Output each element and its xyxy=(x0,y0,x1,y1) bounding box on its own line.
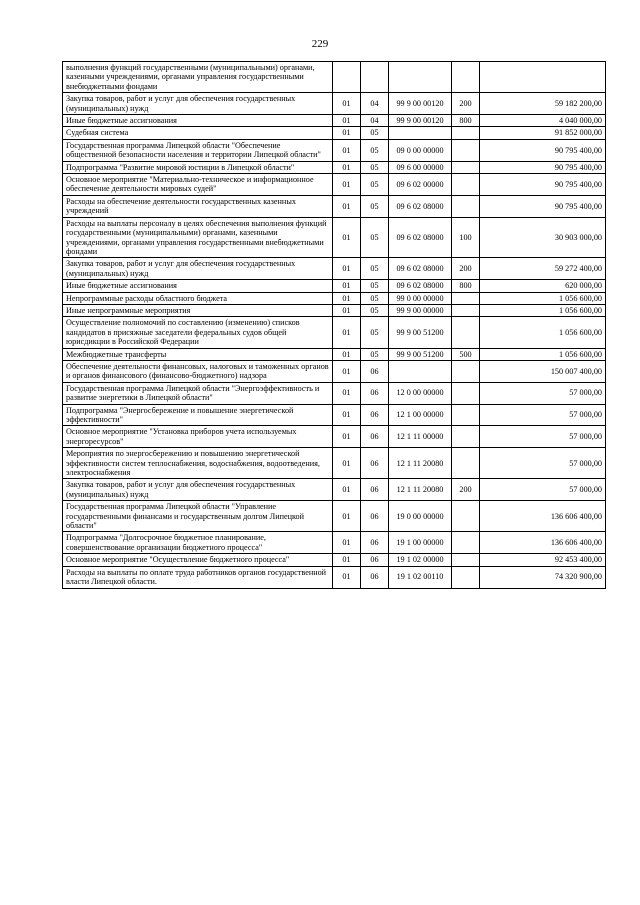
expense-type-code xyxy=(452,360,480,382)
expense-type-code: 200 xyxy=(452,258,480,280)
table-row xyxy=(63,317,606,348)
budget-table-body xyxy=(63,62,606,589)
table-row xyxy=(63,217,606,258)
budget-item-name: Государственная программа Липецкой области "Обеспечение общественной безопасности населения и территории Липецкой области" xyxy=(63,139,333,161)
target-article-code: 12 1 00 00000 xyxy=(389,404,452,426)
target-article-code: 09 0 00 00000 xyxy=(389,139,452,161)
amount: 59 182 200,00 xyxy=(480,93,606,115)
table-row xyxy=(63,127,606,139)
target-article-code: 12 1 11 00000 xyxy=(389,426,452,448)
amount: 1 056 600,00 xyxy=(480,304,606,316)
expense-type-code xyxy=(452,404,480,426)
subsection-code: 04 xyxy=(361,115,389,127)
target-article-code: 09 6 02 08000 xyxy=(389,258,452,280)
section-code xyxy=(333,62,361,93)
expense-type-code: 100 xyxy=(452,217,480,258)
expense-type-code: 200 xyxy=(452,479,480,501)
table-row xyxy=(63,174,606,196)
expense-type-code: 500 xyxy=(452,348,480,360)
amount: 90 795 400,00 xyxy=(480,174,606,196)
expense-type-code: 200 xyxy=(452,93,480,115)
target-article-code: 12 1 11 20080 xyxy=(389,448,452,479)
section-code: 01 xyxy=(333,554,361,566)
expense-type-code xyxy=(452,292,480,304)
subsection-code: 06 xyxy=(361,479,389,501)
subsection-code: 05 xyxy=(361,258,389,280)
amount: 57 000,00 xyxy=(480,404,606,426)
subsection-code: 05 xyxy=(361,217,389,258)
section-code: 01 xyxy=(333,258,361,280)
budget-item-name: Межбюджетные трансферты xyxy=(63,348,333,360)
amount: 1 056 600,00 xyxy=(480,348,606,360)
budget-item-name: Мероприятия по энергосбережению и повышению энергетической эффективности систем теплоснабжения, водоснабжения, водоотведения, электроснабжения xyxy=(63,448,333,479)
page-number: 229 xyxy=(311,38,329,50)
amount: 136 606 400,00 xyxy=(480,501,606,532)
section-code: 01 xyxy=(333,292,361,304)
subsection-code: 05 xyxy=(361,195,389,217)
expense-type-code xyxy=(452,139,480,161)
subsection-code: 06 xyxy=(361,382,389,404)
target-article-code: 09 6 02 00000 xyxy=(389,174,452,196)
table-row xyxy=(63,139,606,161)
section-code: 01 xyxy=(333,317,361,348)
target-article-code: 99 9 00 51200 xyxy=(389,317,452,348)
target-article-code: 09 6 02 08000 xyxy=(389,280,452,292)
target-article-code: 99 9 00 00000 xyxy=(389,304,452,316)
amount xyxy=(480,62,606,93)
expense-type-code xyxy=(452,62,480,93)
budget-item-name: Государственная программа Липецкой области "Энергоэффективность и развитие энергетики в Липецкой области" xyxy=(63,382,333,404)
budget-item-name: Государственная программа Липецкой области "Управление государственными финансами и государственным долгом Липецкой области" xyxy=(63,501,333,532)
subsection-code: 06 xyxy=(361,404,389,426)
section-code: 01 xyxy=(333,304,361,316)
amount: 620 000,00 xyxy=(480,280,606,292)
table-row xyxy=(63,501,606,532)
expense-type-code xyxy=(452,566,480,588)
expense-type-code xyxy=(452,161,480,173)
section-code: 01 xyxy=(333,217,361,258)
amount: 74 320 900,00 xyxy=(480,566,606,588)
table-row xyxy=(63,382,606,404)
subsection-code: 06 xyxy=(361,566,389,588)
target-article-code xyxy=(389,360,452,382)
expense-type-code xyxy=(452,382,480,404)
budget-item-name: Иные непрограммные мероприятия xyxy=(63,304,333,316)
budget-item-name: Расходы на выплаты по оплате труда работников органов государственной власти Липецкой области. xyxy=(63,566,333,588)
table-row xyxy=(63,532,606,554)
amount: 4 040 000,00 xyxy=(480,115,606,127)
target-article-code: 19 1 00 00000 xyxy=(389,532,452,554)
section-code: 01 xyxy=(333,382,361,404)
section-code: 01 xyxy=(333,174,361,196)
section-code: 01 xyxy=(333,280,361,292)
budget-item-name: выполнения функций государственными (муниципальными) органами, казенными учреждениями, органами управления государственными внебюджетными фондами xyxy=(63,62,333,93)
subsection-code: 05 xyxy=(361,161,389,173)
target-article-code: 99 0 00 00000 xyxy=(389,292,452,304)
budget-item-name: Закупка товаров, работ и услуг для обеспечения государственных (муниципальных) нужд xyxy=(63,93,333,115)
amount: 90 795 400,00 xyxy=(480,161,606,173)
section-code: 01 xyxy=(333,566,361,588)
amount: 57 000,00 xyxy=(480,448,606,479)
target-article-code xyxy=(389,127,452,139)
budget-item-name: Закупка товаров, работ и услуг для обеспечения государственных (муниципальных) нужд xyxy=(63,479,333,501)
section-code: 01 xyxy=(333,115,361,127)
expense-type-code xyxy=(452,426,480,448)
table-row xyxy=(63,161,606,173)
target-article-code: 99 9 00 51200 xyxy=(389,348,452,360)
budget-item-name: Обеспечение деятельности финансовых, налоговых и таможенных органов и органов финансового (финансово-бюджетного) надзора xyxy=(63,360,333,382)
amount: 92 453 400,00 xyxy=(480,554,606,566)
budget-item-name: Расходы на обеспечение деятельности государственных казенных учреждений xyxy=(63,195,333,217)
subsection-code xyxy=(361,62,389,93)
amount: 90 795 400,00 xyxy=(480,139,606,161)
budget-item-name: Закупка товаров, работ и услуг для обеспечения государственных (муниципальных) нужд xyxy=(63,258,333,280)
table-row xyxy=(63,258,606,280)
budget-item-name: Подпрограмма "Энергосбережение и повышение энергетической эффективности" xyxy=(63,404,333,426)
budget-table xyxy=(62,61,606,589)
target-article-code xyxy=(389,62,452,93)
target-article-code: 12 1 11 20080 xyxy=(389,479,452,501)
budget-item-name: Подпрограмма "Долгосрочное бюджетное планирование, совершенствование организации бюджетного процесса" xyxy=(63,532,333,554)
expense-type-code xyxy=(452,554,480,566)
section-code: 01 xyxy=(333,93,361,115)
table-row xyxy=(63,404,606,426)
table-row xyxy=(63,93,606,115)
section-code: 01 xyxy=(333,195,361,217)
expense-type-code xyxy=(452,304,480,316)
section-code: 01 xyxy=(333,501,361,532)
section-code: 01 xyxy=(333,127,361,139)
section-code: 01 xyxy=(333,161,361,173)
subsection-code: 05 xyxy=(361,174,389,196)
section-code: 01 xyxy=(333,479,361,501)
expense-type-code xyxy=(452,195,480,217)
table-row xyxy=(63,195,606,217)
section-code: 01 xyxy=(333,348,361,360)
budget-item-name: Подпрограмма "Развитие мировой юстиции в Липецкой области" xyxy=(63,161,333,173)
table-row xyxy=(63,479,606,501)
budget-item-name: Иные бюджетные ассигнования xyxy=(63,280,333,292)
expense-type-code xyxy=(452,127,480,139)
expense-type-code: 800 xyxy=(452,280,480,292)
target-article-code: 19 1 02 00110 xyxy=(389,566,452,588)
target-article-code: 12 0 00 00000 xyxy=(389,382,452,404)
table-row xyxy=(63,115,606,127)
section-code: 01 xyxy=(333,404,361,426)
subsection-code: 05 xyxy=(361,280,389,292)
amount: 30 903 000,00 xyxy=(480,217,606,258)
table-row xyxy=(63,62,606,93)
amount: 57 000,00 xyxy=(480,382,606,404)
amount: 90 795 400,00 xyxy=(480,195,606,217)
table-row xyxy=(63,426,606,448)
subsection-code: 05 xyxy=(361,317,389,348)
subsection-code: 06 xyxy=(361,360,389,382)
subsection-code: 06 xyxy=(361,426,389,448)
amount: 57 000,00 xyxy=(480,426,606,448)
subsection-code: 05 xyxy=(361,292,389,304)
budget-item-name: Судебная система xyxy=(63,127,333,139)
section-code: 01 xyxy=(333,426,361,448)
section-code: 01 xyxy=(333,139,361,161)
table-row xyxy=(63,304,606,316)
expense-type-code xyxy=(452,501,480,532)
table-row xyxy=(63,554,606,566)
table-row xyxy=(63,566,606,588)
subsection-code: 05 xyxy=(361,304,389,316)
subsection-code: 04 xyxy=(361,93,389,115)
expense-type-code xyxy=(452,174,480,196)
budget-item-name: Основное мероприятие "Установка приборов учета используемых энергоресурсов" xyxy=(63,426,333,448)
target-article-code: 99 9 00 00120 xyxy=(389,115,452,127)
budget-item-name: Расходы на выплаты персоналу в целях обеспечения выполнения функций государственными (муниципальными) органами, казенными учреждениями, органами управления государственными внебюджетными фондами xyxy=(63,217,333,258)
target-article-code: 19 1 02 00000 xyxy=(389,554,452,566)
amount: 136 606 400,00 xyxy=(480,532,606,554)
budget-item-name: Основное мероприятие "Материально-техническое и информационное обеспечение деятельности мировых судей" xyxy=(63,174,333,196)
expense-type-code xyxy=(452,317,480,348)
table-row xyxy=(63,448,606,479)
expense-type-code xyxy=(452,532,480,554)
target-article-code: 09 6 00 00000 xyxy=(389,161,452,173)
subsection-code: 06 xyxy=(361,532,389,554)
subsection-code: 06 xyxy=(361,554,389,566)
table-row xyxy=(63,280,606,292)
budget-item-name: Непрограммные расходы областного бюджета xyxy=(63,292,333,304)
target-article-code: 99 9 00 00120 xyxy=(389,93,452,115)
target-article-code: 19 0 00 00000 xyxy=(389,501,452,532)
table-row xyxy=(63,292,606,304)
budget-item-name: Основное мероприятие "Осуществление бюджетного процесса" xyxy=(63,554,333,566)
subsection-code: 05 xyxy=(361,348,389,360)
target-article-code: 09 6 02 08000 xyxy=(389,217,452,258)
section-code: 01 xyxy=(333,360,361,382)
budget-item-name: Осуществление полномочий по составлению (изменению) списков кандидатов в присяжные заседатели федеральных судов общей юрисдикции в Российской Федерации xyxy=(63,317,333,348)
expense-type-code: 800 xyxy=(452,115,480,127)
table-row xyxy=(63,360,606,382)
target-article-code: 09 6 02 08000 xyxy=(389,195,452,217)
amount: 91 852 000,00 xyxy=(480,127,606,139)
budget-item-name: Иные бюджетные ассигнования xyxy=(63,115,333,127)
subsection-code: 05 xyxy=(361,139,389,161)
subsection-code: 06 xyxy=(361,501,389,532)
subsection-code: 06 xyxy=(361,448,389,479)
amount: 57 000,00 xyxy=(480,479,606,501)
amount: 150 007 400,00 xyxy=(480,360,606,382)
amount: 59 272 400,00 xyxy=(480,258,606,280)
amount: 1 056 600,00 xyxy=(480,317,606,348)
section-code: 01 xyxy=(333,532,361,554)
subsection-code: 05 xyxy=(361,127,389,139)
table-row xyxy=(63,348,606,360)
section-code: 01 xyxy=(333,448,361,479)
amount: 1 056 600,00 xyxy=(480,292,606,304)
expense-type-code xyxy=(452,448,480,479)
